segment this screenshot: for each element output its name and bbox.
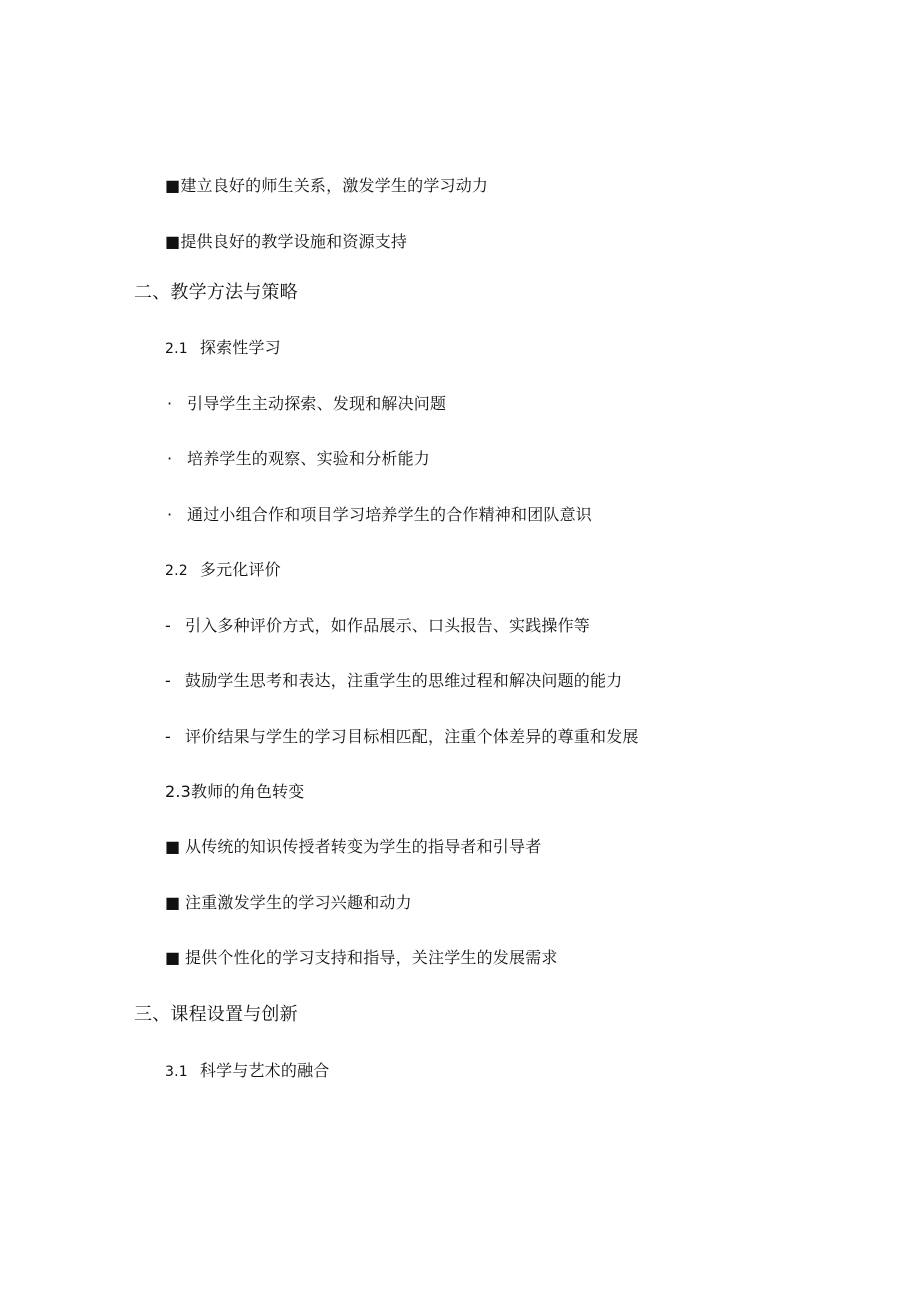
square-bullet-icon: ■ [165,837,181,856]
subsection-number: 3.1 [165,1064,188,1080]
square-bullet-icon: ■ [165,176,181,195]
bullet-item [165,892,412,914]
bullet-text: 引入多种评价方式，如作品展示、口头报告、实践操作等 [185,616,591,635]
bullet-text: 注重激发学生的学习兴趣和动力 [185,893,412,912]
section-heading: 三、课程设置与创新 [134,1004,298,1025]
subsection-number: 2.2 [165,563,188,579]
bullet-item [167,504,592,526]
dot-bullet-icon: · [167,449,173,468]
subsection-heading [165,1060,329,1083]
subsection-title: 探索性学习 [199,338,281,357]
bullet-text: 鼓励学生思考和表达，注重学生的思维过程和解决问题的能力 [185,671,623,690]
bullet-text: 通过小组合作和项目学习培养学生的合作精神和团队意识 [187,505,593,524]
dash-bullet-icon: - [165,671,171,690]
bullet-item [167,448,430,470]
bullet-item [165,947,558,969]
square-bullet-icon: ■ [165,232,181,251]
subsection-title: 科学与艺术的融合 [199,1061,330,1080]
bullet-item [165,836,541,858]
bullet-text: 提供个性化的学习支持和指导，关注学生的发展需求 [185,948,558,967]
bullet-text: 评价结果与学生的学习目标相匹配，注重个体差异的尊重和发展 [185,727,639,746]
subsection-heading [165,559,281,582]
bullet-item [165,231,407,253]
bullet-item [167,393,446,415]
dot-bullet-icon: · [167,394,173,413]
bullet-text: 培养学生的观察、实验和分析能力 [187,449,431,468]
bullet-text: 引导学生主动探索、发现和解决问题 [187,394,447,413]
bullet-item [165,175,488,197]
dash-bullet-icon: - [165,727,171,746]
bullet-text: 建立良好的师生关系，激发学生的学习动力 [180,176,489,195]
bullet-item [165,726,639,748]
section-heading: 二、教学方法与策略 [134,282,298,303]
subsection-heading: 2.3教师的角色转变 [165,782,305,801]
bullet-text: 从传统的知识传授者转变为学生的指导者和引导者 [185,837,542,856]
dash-bullet-icon: - [165,616,171,635]
square-bullet-icon: ■ [165,893,181,912]
subsection-title: 多元化评价 [199,560,281,579]
bullet-text: 提供良好的教学设施和资源支持 [180,232,408,251]
subsection-heading [165,337,281,360]
bullet-item [165,670,622,692]
subsection-number: 2.1 [165,341,188,357]
dot-bullet-icon: · [167,505,173,524]
bullet-item [165,615,590,637]
square-bullet-icon: ■ [165,948,181,967]
